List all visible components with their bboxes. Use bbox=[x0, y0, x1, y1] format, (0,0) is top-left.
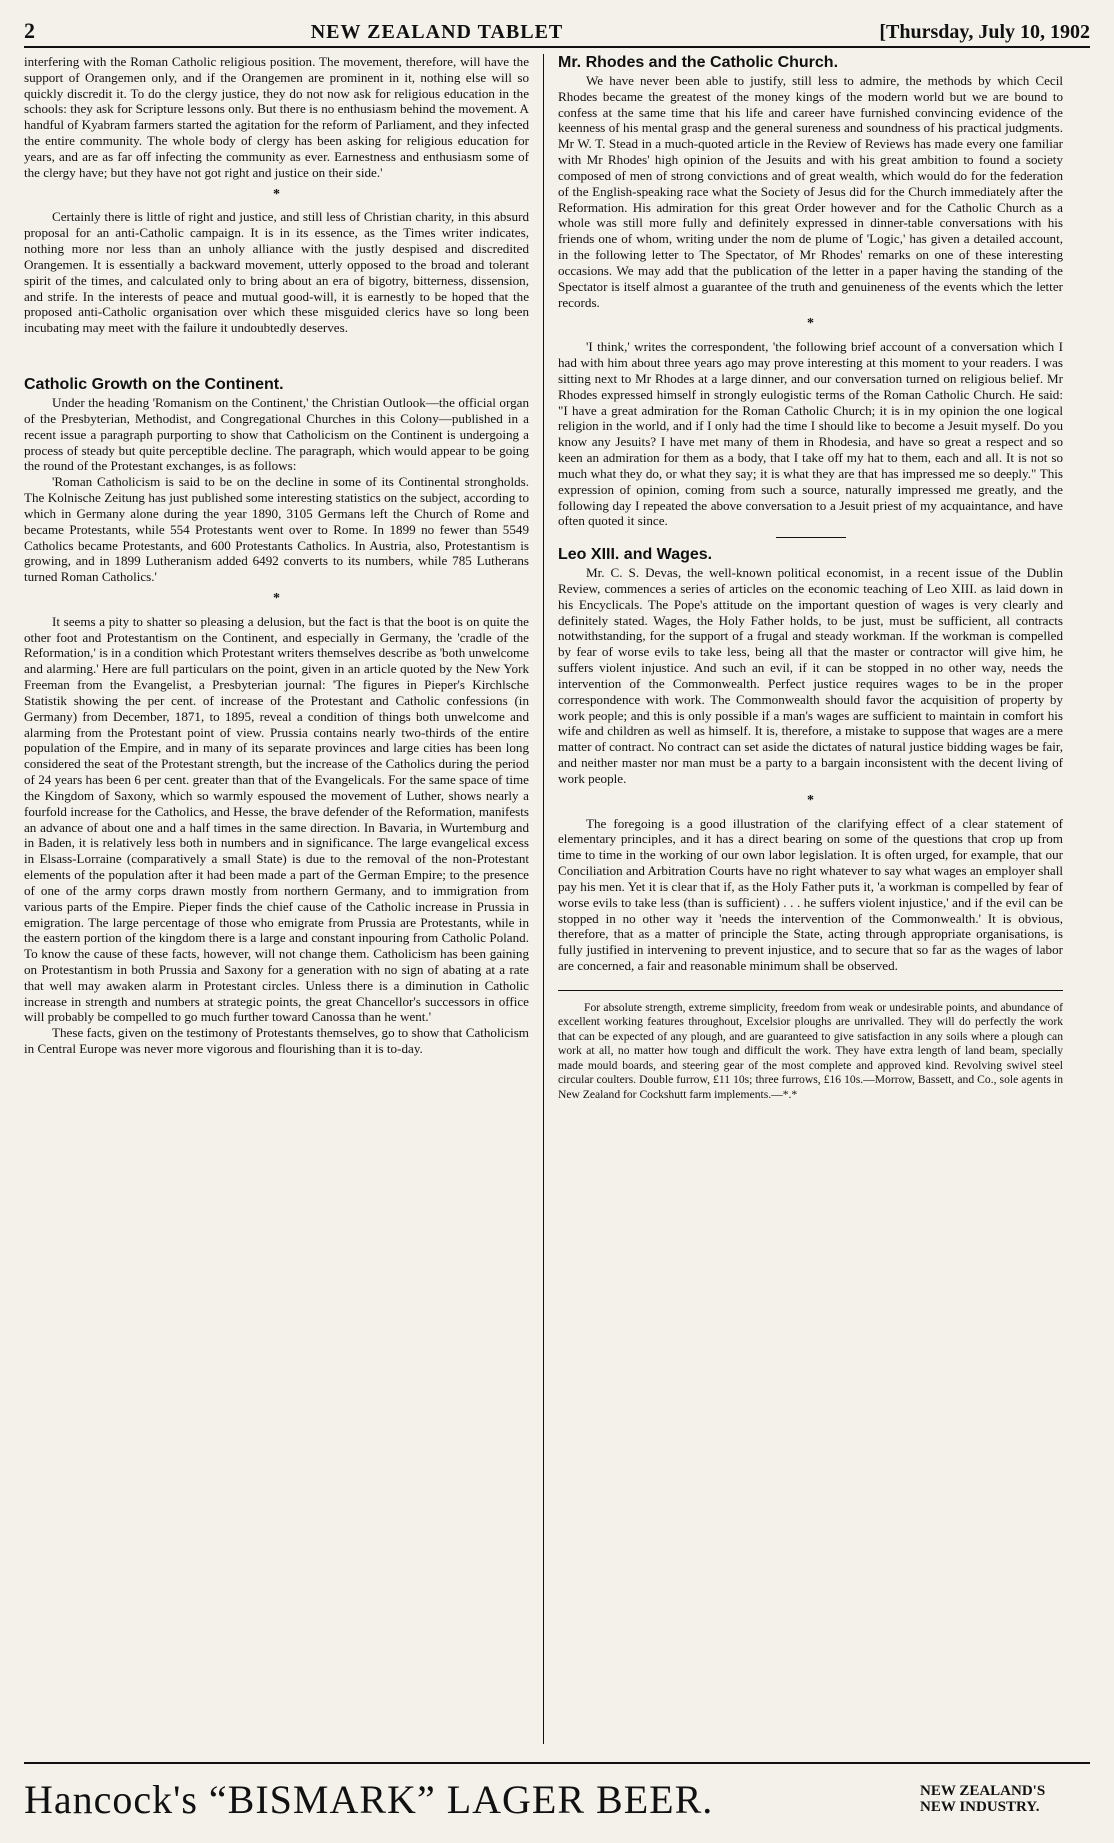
article-paragraph: Mr. C. S. Devas, the well-known political economist, in a recent issue of the Dublin Review, commences a series of articles on the economic teaching of Leo XIII. as laid down in his Encyclicals. The Pope's attitude on the important question of wages is very clearly and definitely stated. Wages, the Holy Father holds, to be just, must be sufficient, all contracts notwithstanding, for the support of a frugal and steady workman. If the workman is compelled by fear of worse evils to take less, being all that the master or contractor will give him, he suffers violent injustice. And such an evil, if it can be stopped in no other way, needs the intervention of the Commonwealth. Perfect justice requires wages to be in the proper correspondence with work. The Commonwealth should favor the acquisition of property by work people; and this is only possible if a man's wages are sufficient to maintain in comfort his wife and children as well as himself. It is, therefore, a mistake to suppose that wages are a mere matter of contract. No contract can set aside the dictates of natural justice bidding wages be fair, and neither master nor man must be a party to a bargain inconsistent with the decent living of work people. bbox=[558, 565, 1063, 786]
section-star: * bbox=[807, 316, 814, 332]
article-paragraph: The foregoing is a good illustration of the clarifying effect of a clear statement of elementary principles, and it has a direct bearing on some of the questions that crop up from time to time in the working of our own labor legislation. It is often urged, for example, that our Conciliation and Arbitration Courts have no right whatever to say what wages an employer shall pay his men. Yet it is clear that if, as the Holy Father puts it, 'a workman is compelled by fear of worse evils to take less (than is sufficient) . . . he suffers violent injustice,' and if the evil can be stopped in no other way it 'needs the intervention of the Commonwealth.' It is obvious, therefore, that as a matter of principle the State, acting through appropriate organisations, is fully justified in intervening to prevent injustice, and to secure that so far as the wages of labor are concerned, a fair and reasonable minimum shall be observed. bbox=[558, 815, 1063, 973]
tagline-line-2: NEW INDUSTRY. bbox=[920, 1799, 1040, 1815]
beer-ad-headline: Hancock's “BISMARK” LAGER BEER. bbox=[24, 1776, 714, 1822]
columns bbox=[24, 54, 1090, 1744]
tagline-line-1: NEW ZEALAND'S bbox=[920, 1782, 1046, 1799]
article-paragraph: These facts, given on the testimony of Protestants themselves, go to show that Catholicism in Central Europe was never more vigorous and flourishing than it is to-day. bbox=[24, 1025, 529, 1057]
article-heading-leo: Leo XIII. and Wages. bbox=[558, 546, 713, 564]
section-star: * bbox=[273, 590, 280, 606]
page-header bbox=[24, 18, 1090, 48]
page-number: 2 bbox=[24, 18, 35, 43]
article-heading-rhodes: Mr. Rhodes and the Catholic Church. bbox=[558, 54, 839, 71]
spacer bbox=[24, 336, 529, 376]
article-heading-catholic-growth: Catholic Growth on the Continent. bbox=[24, 376, 284, 394]
article-paragraph: Certainly there is little of right and justice, and still less of Christian charity, in this absurd proposal for an anti-Catholic campaign. It is in its essence, as the Times writer indicates, nothing more nor less than an unholy alliance with the justly despised and discredited Orangemen. It is essentially a backward movement, utterly opposed to the broad and tolerant spirit of the times, and calculated only to bring about an era of bigotry, bitterness, dissension, and strife. In the interests of peace and mutual good-will, it is earnestly to be hoped that the proposed anti-Catholic organisation over which these misguided clerics have so long been incubating may meet with the failure it undoubtedly deserves. bbox=[24, 209, 529, 336]
article-paragraph: interfering with the Roman Catholic religious position. The movement, therefore, will have the support of Orangemen only, and if the Orangemen are prominent in it, nothing else will so quickly discredit it. To do the clergy justice, they do not now ask for religious education in the schools: they ask for Scripture lessons only. But there is no enthusiasm behind the movement. A handful of Kyabram farmers started the agitation for the reform of Parliament, and they infected the entire community. The whole body of clergy has been asking for religious education for years, and are as far off infecting the community as ever. Earnestness and enthusiasm some of the clergy have; but they have not got right and justice on their side.' bbox=[24, 54, 529, 180]
issue-date: [Thursday, July 10, 1902 bbox=[879, 21, 1090, 43]
article-quote: 'Roman Catholicism is said to be on the decline in some of its Continental strongholds. The Kolnische Zeitung has just published some interesting statistics on the subject, according to which in Germany alone during the year 1890, 3105 Germans left the Church of Rome and became Protestants, while 554 Protestants went over to Rome. In 1899 no fewer than 5549 Catholics became Protestants, and 600 Protestants Catholics. In Austria, also, Protestantism is growing, and in 1899 Lutheranism added 6492 converts to its numbers, while 785 Lutherans turned Roman Catholics.' bbox=[24, 474, 529, 585]
article-paragraph: We have never been able to justify, still less to admire, the methods by which Cecil Rhodes became the greatest of the money kings of the modern world but we are bound to confess at the same time that his life and career have furnished convincing evidence of the keenness of his mental grasp and the general sureness and soundness of his practical judgments. Mr W. T. Stead in a much-quoted article in the Review of Reviews has made every one familiar with Mr Rhodes' high opinion of the Jesuits and with his great ambition to found a society composed of men of strong convictions and of great wealth, which would do for the federation of the English-speaking race what the Society of Jesus did for the Church immediately after the Reformation. His admiration for this great Order however and for the Catholic Church as a whole was still more fully and definitely expressed in dinner-table conversations with his friends one of whom, writing under the nom de plume of 'Logic,' has given a detailed account, in the following letter to The Spectator, of Mr Rhodes' remarks on one of these interesting occasions. We may add that the publication of the letter in a paper having the standing of the Spectator is itself almost a guarantee of the truth and genuineness of the events which the letter records. bbox=[558, 73, 1063, 310]
advertisement-text: For absolute strength, extreme simplicity, freedom from weak or undesirable points, and abundance of excellent working features throughout, Excelsior ploughs are unrivalled. They will do perfectly the work that can be expected of any plough, and are guaranteed to give satisfaction in any soils where a plough can work at all, no matter how tough and difficult the work. They have extra length of land beam, specially made mould boards, and steering gear of the most complete and approved kind. Revolving swivel steel circular coulters. Double furrow, £11 10s; three furrows, £16 10s.—Morrow, Bassett, and Co., sole agents in New Zealand for Cockshutt farm implements.—*.* bbox=[558, 1000, 1063, 1101]
left-column bbox=[24, 54, 543, 1744]
section-star: * bbox=[273, 186, 280, 202]
footer-advertisement bbox=[24, 1762, 1090, 1834]
paper-name: NEW ZEALAND TABLET bbox=[310, 21, 564, 43]
right-column bbox=[544, 54, 1063, 1744]
plough-advertisement bbox=[558, 990, 1063, 1102]
article-paragraph: Under the heading 'Romanism on the Continent,' the Christian Outlook—the official organ of the Presbyterian, Methodist, and Congregational Churches in this Colony—published in a recent issue a paragraph purporting to show that Catholicism on the Continent is undergoing a process of steady but quite perceptible decline. The paragraph, which would appear to be going the round of the Protestant exchanges, is as follows: bbox=[24, 395, 529, 474]
section-star: * bbox=[807, 792, 814, 808]
section-divider bbox=[776, 537, 846, 538]
article-quote: 'I think,' writes the correspondent, 'the following brief account of a conversation which I had with him about three years ago may prove interesting at this moment to your readers. I was sitting next to Mr Rhodes at a large dinner, and our conversation turned on religious belief. Mr Rhodes expressed himself in strongly eulogistic terms of the Roman Catholic Church. He said: "I have a great admiration for the Roman Catholic Church; it is in my opinion the one logical religion in the world, and if I only had the time I should like to become a Jesuit myself. Do you know any Jesuits? I have met many of them in Rhodesia, and have so great a respect and so keen an admiration for them as a body, that I take off my hat to them, each and all. It is not so much what they do, or what they say; it is what they are that has impressed me so deeply." This expression of opinion, coming from such a source, naturally impressed me greatly, and the following day I repeated the above conversation to a Jesuit priest of my acquaintance, and have often quoted it since. bbox=[558, 339, 1063, 529]
beer-ad-tagline bbox=[920, 1783, 1090, 1816]
article-paragraph: It seems a pity to shatter so pleasing a delusion, but the fact is that the boot is on quite the other foot and Protestantism on the Continent, and especially in Germany, the 'cradle of the Reformation,' is in a condition which Protestant writers themselves describe as 'both unwelcome and alarming.' Here are full particulars on the point, given in an article quoted by the New York Freeman from the Evangelist, a Presbyterian journal: 'The figures in Pieper's Kirchlsche Statistik showing the per cent. of increase of the Protestant and Catholic confessions (in Germany) from December, 1871, to 1895, reveal a condition of things both unwelcome and alarming from the Protestant point of view. Prussia contains nearly two-thirds of the entire population of the Empire, and in many of its separate provinces and large cities has been long considered the seat of the Protestant strength, but the increase of the Catholics during the period of 24 years has been 6 per cent. greater than that of the Evangelicals. For the same space of time the Kingdom of Saxony, which so warmly espoused the movement of Luther, shows nearly a fourfold increase for the Catholics, and Hesse, the brave defender of the Reformation, manifests an advance of about one and a half times in the same direction. In Bavaria, in Wurtemburg and in Baden, it is relatively less both in numbers and in significance. The large evangelical excess in Elsass-Lorraine (comparatively a small State) is due to the removal of the non-Protestant elements of the population after it had been made a part of the German Empire; to the presence of one of the army corps drawn mostly from northern Germany, and to immigration from various parts of the Empire. Pieper finds the chief cause of the Catholic increase in Prussia in emigration. The large percentage of those who emigrate from Prussia are Protestants, while in the eastern portion of the kingdom there is a large and constant inpouring from Catholic Poland. To know the cause of these facts, however, will not change them. Catholicism has been gaining on Protestantism in both Prussia and Saxony for a generation with no sign of abating at a rate that well may awaken alarm in Protestant circles. Unless there is a diminution in Catholic increase in strength and numbers at strategic points, the great Chancellor's successors in office will probably be compelled to go much further toward Canossa than he went.' bbox=[24, 613, 529, 1025]
